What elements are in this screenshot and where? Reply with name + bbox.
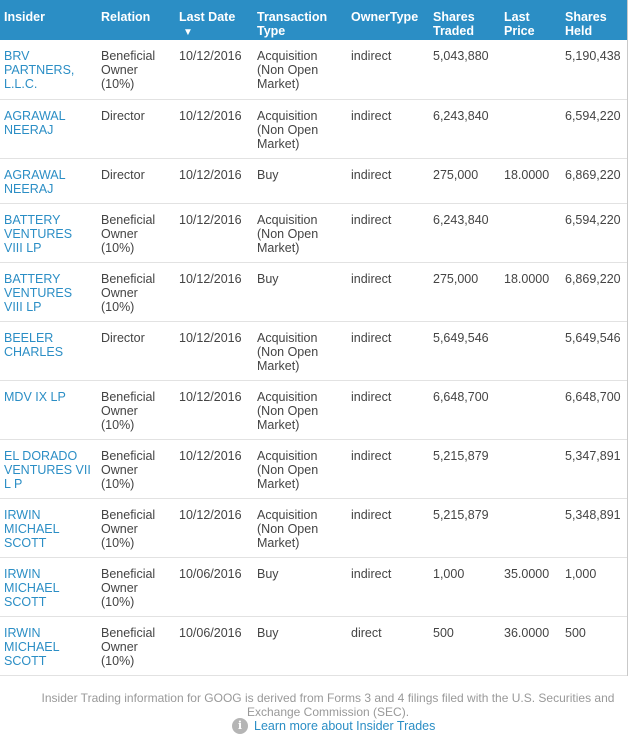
cell-shares-held: 6,869,220 [561,262,627,321]
cell-shares-held: 5,190,438 [561,40,627,99]
cell-last-price: 18.0000 [500,158,561,203]
cell-last-date: 10/12/2016 [175,321,253,380]
cell-insider [0,40,97,99]
cell-last-price [500,439,561,498]
cell-insider [0,439,97,498]
cell-shares-held: 6,594,220 [561,99,627,158]
learn-more-link[interactable] [232,718,435,734]
cell-shares-held: 500 [561,616,627,675]
insider-link[interactable]: IRWIN MICHAEL SCOTT [4,566,60,609]
column-header-owner-type[interactable] [347,0,429,40]
cell-shares-traded: 5,215,879 [429,439,500,498]
table-row [0,40,627,99]
cell-last-price [500,498,561,557]
cell-shares-held: 6,869,220 [561,158,627,203]
insider-link[interactable]: MDV IX LP [4,389,66,404]
column-header-last-date[interactable] [175,0,253,40]
cell-shares-traded: 1,000 [429,557,500,616]
cell-shares-held: 6,648,700 [561,380,627,439]
cell-shares-held: 5,348,891 [561,498,627,557]
cell-owner-type: direct [347,616,429,675]
column-header-label: OwnerType [351,10,419,24]
cell-shares-traded: 275,000 [429,262,500,321]
cell-owner-type: indirect [347,40,429,99]
cell-last-date: 10/12/2016 [175,380,253,439]
table-row [0,203,627,262]
cell-transaction-type: Acquisition (Non Open Market) [253,40,347,99]
column-header-label: Shares Traded [433,10,475,38]
cell-last-date: 10/12/2016 [175,262,253,321]
cell-transaction-type: Buy [253,557,347,616]
table-row [0,557,627,616]
cell-last-price [500,321,561,380]
insider-link[interactable]: BEELER CHARLES [4,330,64,359]
cell-shares-traded: 500 [429,616,500,675]
cell-insider [0,321,97,380]
cell-shares-held: 5,649,546 [561,321,627,380]
insider-link[interactable]: BATTERY VENTURES VIII LP [4,271,73,314]
cell-insider [0,203,97,262]
cell-last-date: 10/12/2016 [175,439,253,498]
insider-trading-disclaimer: Insider Trading information for GOOG is derived from Forms 3 and 4 filings filed with the U.S. Securities and Exchange Commission (SEC). [41,691,615,719]
column-header-last-price[interactable] [500,0,561,40]
cell-last-date: 10/12/2016 [175,498,253,557]
cell-last-date: 10/12/2016 [175,40,253,99]
cell-owner-type: indirect [347,158,429,203]
cell-last-price: 35.0000 [500,557,561,616]
cell-last-date: 10/12/2016 [175,203,253,262]
info-icon: i [232,718,248,734]
cell-last-date: 10/12/2016 [175,99,253,158]
insider-link[interactable]: IRWIN MICHAEL SCOTT [4,625,60,668]
cell-last-price [500,380,561,439]
cell-shares-traded: 5,215,879 [429,498,500,557]
cell-insider [0,616,97,675]
cell-last-price: 36.0000 [500,616,561,675]
cell-owner-type: indirect [347,262,429,321]
cell-transaction-type: Acquisition (Non Open Market) [253,498,347,557]
cell-shares-traded: 6,243,840 [429,203,500,262]
cell-relation: Beneficial Owner (10%) [97,498,175,557]
cell-transaction-type: Acquisition (Non Open Market) [253,99,347,158]
cell-transaction-type: Buy [253,616,347,675]
column-header-insider[interactable] [0,0,97,40]
cell-last-price [500,99,561,158]
cell-last-date: 10/06/2016 [175,557,253,616]
column-header-shares-held[interactable] [561,0,627,40]
cell-transaction-type: Acquisition (Non Open Market) [253,203,347,262]
insider-link[interactable]: IRWIN MICHAEL SCOTT [4,507,60,550]
column-header-label: Last Price [504,10,535,38]
column-header-label: Shares Held [565,10,607,38]
table-row [0,616,627,675]
learn-more-label[interactable]: Learn more about Insider Trades [254,719,436,733]
cell-shares-held: 1,000 [561,557,627,616]
cell-relation: Beneficial Owner (10%) [97,40,175,99]
insider-link[interactable]: BRV PARTNERS, L.L.C. [4,49,75,91]
table-row [0,439,627,498]
cell-insider [0,557,97,616]
cell-relation: Director [97,321,175,380]
cell-relation: Director [97,158,175,203]
cell-transaction-type: Acquisition (Non Open Market) [253,380,347,439]
cell-relation: Director [97,99,175,158]
cell-owner-type: indirect [347,203,429,262]
column-header-transaction-type[interactable] [253,0,347,40]
cell-shares-traded: 6,243,840 [429,99,500,158]
insider-link[interactable]: BATTERY VENTURES VIII LP [4,212,73,255]
cell-shares-traded: 5,043,880 [429,40,500,99]
cell-last-price [500,40,561,99]
table-row [0,158,627,203]
table-header-row [0,0,627,40]
table-row [0,498,627,557]
cell-relation: Beneficial Owner (10%) [97,616,175,675]
cell-owner-type: indirect [347,439,429,498]
cell-owner-type: indirect [347,99,429,158]
insider-link[interactable]: EL DORADO VENTURES VII L P [4,448,91,491]
sort-descending-icon: ▼ [183,27,193,38]
table-row [0,262,627,321]
cell-insider [0,498,97,557]
cell-owner-type: indirect [347,557,429,616]
column-header-label: Last Date [179,10,236,24]
table-row [0,380,627,439]
cell-insider [0,99,97,158]
cell-last-date: 10/06/2016 [175,616,253,675]
cell-transaction-type: Buy [253,158,347,203]
cell-last-date: 10/12/2016 [175,158,253,203]
cell-insider [0,380,97,439]
cell-owner-type: indirect [347,321,429,380]
cell-relation: Beneficial Owner (10%) [97,203,175,262]
table-row [0,321,627,380]
cell-shares-held: 6,594,220 [561,203,627,262]
table-row [0,99,627,158]
cell-shares-traded: 275,000 [429,158,500,203]
column-header-label: Insider [4,10,45,24]
cell-last-price: 18.0000 [500,262,561,321]
column-header-shares-traded[interactable] [429,0,500,40]
cell-shares-traded: 6,648,700 [429,380,500,439]
cell-owner-type: indirect [347,498,429,557]
cell-transaction-type: Acquisition (Non Open Market) [253,321,347,380]
cell-relation: Beneficial Owner (10%) [97,262,175,321]
cell-shares-held: 5,347,891 [561,439,627,498]
insider-link[interactable]: AGRAWAL NEERAJ [4,108,66,137]
cell-last-price [500,203,561,262]
column-header-label: Transaction Type [257,10,328,38]
cell-relation: Beneficial Owner (10%) [97,380,175,439]
cell-relation: Beneficial Owner (10%) [97,439,175,498]
cell-owner-type: indirect [347,380,429,439]
column-header-label: Relation [101,10,151,24]
cell-shares-traded: 5,649,546 [429,321,500,380]
cell-relation: Beneficial Owner (10%) [97,557,175,616]
cell-transaction-type: Buy [253,262,347,321]
cell-insider [0,158,97,203]
cell-insider [0,262,97,321]
cell-transaction-type: Acquisition (Non Open Market) [253,439,347,498]
insider-link[interactable]: AGRAWAL NEERAJ [4,167,66,196]
column-header-relation[interactable] [97,0,175,40]
